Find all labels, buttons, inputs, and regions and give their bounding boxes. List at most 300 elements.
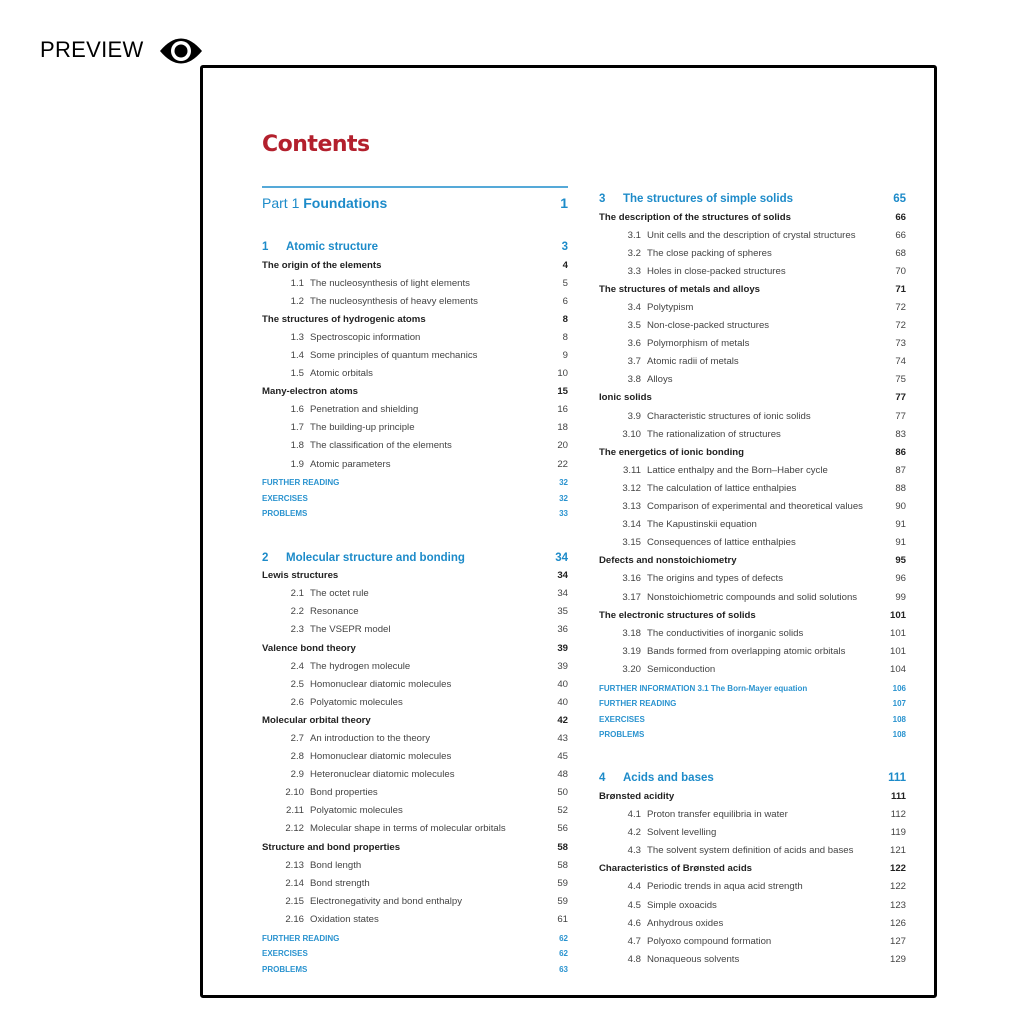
toc-extra[interactable] (262, 491, 568, 507)
toc-entry-label (262, 606, 359, 617)
toc-entry-number: 4.1 (627, 809, 641, 821)
toc-entry-page: 107 (892, 699, 906, 709)
toc-entry-page: 61 (557, 913, 568, 925)
toc-entry-label (262, 787, 378, 798)
toc-entry-label (599, 628, 803, 639)
toc-extra[interactable] (599, 711, 906, 727)
toc-entry-title: The nucleosynthesis of light elements (310, 277, 470, 289)
toc-entry-title: Simple oxoacids (647, 899, 717, 911)
toc-item[interactable] (599, 660, 906, 678)
toc-entry-title: Heteronuclear diatomic molecules (310, 769, 455, 781)
toc-entry-page: 39 (557, 642, 568, 654)
toc-entry-title: The solvent system definition of acids and bases (647, 845, 854, 857)
toc-entry-label (599, 699, 676, 708)
toc-entry-label (599, 573, 783, 584)
toc-entry-number: 1.4 (290, 350, 304, 362)
toc-item[interactable] (262, 693, 568, 711)
toc-entry-label (599, 465, 828, 476)
toc-entry-title: Resonance (310, 606, 359, 618)
toc-entry-label (262, 260, 381, 271)
toc-entry-number: 2.16 (285, 913, 304, 925)
toc-item[interactable] (262, 621, 568, 639)
toc-entry-page: 50 (557, 787, 568, 799)
toc-entry-number: 4.4 (627, 881, 641, 893)
toc-entry-number: 3.6 (627, 338, 641, 350)
toc-item[interactable] (262, 274, 568, 292)
toc-entry-label (262, 278, 470, 289)
toc-entry-label (599, 730, 644, 739)
toc-entry-title: The nucleosynthesis of heavy elements (310, 295, 478, 307)
toc-entry-label (599, 918, 723, 929)
toc-entry-page: 40 (557, 678, 568, 690)
toc-entry-page: 99 (895, 591, 906, 603)
toc-entry-label (262, 860, 361, 871)
toc-entry-page: 111 (888, 772, 906, 785)
toc-entry-page: 72 (895, 320, 906, 332)
toc-entry-number: 3.4 (627, 302, 641, 314)
toc-entry-page: 101 (889, 627, 906, 639)
toc-entry-number: 2.14 (285, 877, 304, 889)
toc-extra[interactable] (262, 946, 568, 962)
toc-entry-number: 4.3 (627, 845, 641, 857)
toc-entry-label (262, 733, 430, 744)
toc-extra[interactable] (599, 680, 906, 696)
toc-item[interactable] (262, 784, 568, 802)
toc-item[interactable] (262, 455, 568, 473)
toc-entry-label (262, 368, 373, 379)
toc-item[interactable] (599, 950, 906, 968)
toc-entry-page: 108 (892, 714, 906, 724)
toc-entry-title: Ionic solids (599, 392, 652, 404)
toc-item[interactable] (262, 910, 568, 928)
toc-chapter[interactable] (599, 769, 906, 787)
toc-entry-title: Homonuclear diatomic molecules (310, 751, 452, 763)
toc-section[interactable] (599, 443, 906, 461)
toc-entry-label (599, 374, 673, 385)
toc-entry-label (262, 934, 339, 943)
toc-entry-label (599, 447, 744, 458)
toc-entry-title: Valence bond theory (262, 642, 356, 654)
toc-item[interactable] (599, 570, 906, 588)
toc-entry-label (599, 646, 845, 657)
toc-item[interactable] (599, 842, 906, 860)
toc-entry-page: 39 (557, 660, 568, 672)
toc-item[interactable] (599, 914, 906, 932)
toc-entry-number: 3.8 (627, 374, 641, 386)
toc-entry-title: Polytypism (647, 302, 694, 314)
toc-item[interactable] (599, 588, 906, 606)
toc-section[interactable] (262, 310, 568, 328)
toc-entry-label (599, 193, 793, 205)
toc-entry-page: 73 (895, 338, 906, 350)
toc-entry-label (262, 624, 391, 635)
toc-entry-number: 3.9 (627, 410, 641, 422)
toc-entry-number: 3.5 (627, 320, 641, 332)
part-heading[interactable] (262, 188, 568, 218)
toc-entry-title: The close packing of spheres (647, 247, 772, 259)
toc-entry-number: 3.3 (627, 265, 641, 277)
toc-entry-page: 3 (561, 241, 568, 253)
toc-entry-label (599, 684, 807, 693)
toc-entry-page: 74 (895, 356, 906, 368)
toc-entry-page: 122 (889, 881, 906, 893)
toc-entry-number: 2.3 (290, 624, 304, 636)
toc-section[interactable] (262, 838, 568, 856)
toc-entry-label (262, 509, 307, 518)
toc-item[interactable] (599, 262, 906, 280)
toc-extra[interactable] (599, 727, 906, 743)
toc-entry-page: 40 (557, 696, 568, 708)
toc-item[interactable] (262, 292, 568, 310)
toc-entry-label (262, 332, 420, 343)
toc-section[interactable] (599, 787, 906, 805)
toc-entry-page: 63 (559, 964, 568, 974)
toc-entry-page: 101 (889, 645, 906, 657)
toc-extra[interactable] (262, 475, 568, 491)
toc-item[interactable] (599, 479, 906, 497)
toc-item[interactable] (599, 806, 906, 824)
toc-entry-title: Consequences of lattice enthalpies (647, 537, 796, 549)
toc-entry-number: 3.10 (622, 428, 641, 440)
toc-entry-title: The structures of hydrogenic atoms (262, 313, 426, 325)
toc-entry-page: 58 (557, 841, 568, 853)
toc-item[interactable] (599, 642, 906, 660)
toc-entry-title: PROBLEMS (262, 509, 308, 519)
toc-entry-page: 96 (895, 573, 906, 585)
toc-entry-label (599, 827, 716, 838)
part-name: Foundations (303, 195, 388, 211)
toc-item[interactable] (599, 407, 906, 425)
toc-entry-number: 1.6 (290, 404, 304, 416)
toc-entry-page: 15 (557, 386, 568, 398)
toc-item[interactable] (262, 328, 568, 346)
toc-entry-number: 3.19 (622, 645, 641, 657)
toc-item[interactable] (262, 419, 568, 437)
toc-entry-title: The electronic structures of solids (599, 609, 756, 621)
toc-right-column (599, 190, 906, 968)
toc-entry-title: Polyoxo compound formation (647, 935, 772, 947)
toc-entry-label (262, 896, 462, 907)
toc-entry-number: 1.3 (290, 331, 304, 343)
toc-entry-number: 2.15 (285, 895, 304, 907)
toc-item[interactable] (599, 244, 906, 262)
toc-entry-label (599, 356, 739, 367)
toc-item[interactable] (262, 346, 568, 364)
toc-entry-page: 9 (562, 350, 568, 362)
toc-entry-label (599, 483, 796, 494)
toc-entry-title: Atomic structure (286, 241, 379, 253)
toc-item[interactable] (262, 856, 568, 874)
toc-section[interactable] (262, 711, 568, 729)
toc-entry-number: 3.2 (627, 247, 641, 259)
toc-entry-title: Oxidation states (310, 913, 379, 925)
toc-entry-title: FURTHER INFORMATION 3.1 The Born-Mayer equation (599, 683, 808, 693)
toc-entry-title: Proton transfer equilibria in water (647, 809, 788, 821)
toc-entry-page: 106 (892, 683, 906, 693)
toc-entry-page: 91 (895, 519, 906, 531)
toc-section[interactable] (262, 567, 568, 585)
toc-entry-page: 112 (890, 809, 906, 821)
toc-entry-page: 42 (557, 714, 568, 726)
toc-entry-label (262, 422, 415, 433)
toc-entry-page: 59 (557, 895, 568, 907)
toc-entry-label (599, 212, 791, 223)
toc-extra[interactable] (599, 696, 906, 712)
toc-entry-label (262, 459, 391, 470)
toc-item[interactable] (599, 461, 906, 479)
toc-entry-label (262, 588, 369, 599)
toc-item[interactable] (599, 371, 906, 389)
toc-entry-title: Non-close-packed structures (647, 320, 770, 332)
toc-entry-label (599, 954, 739, 965)
toc-entry-title: Bond length (310, 859, 362, 871)
toc-left-column (262, 186, 568, 977)
toc-entry-page: 65 (893, 193, 906, 205)
toc-item[interactable] (599, 896, 906, 914)
toc-entry-page: 34 (555, 551, 568, 564)
toc-entry-label (599, 501, 863, 512)
toc-entry-page: 36 (557, 624, 568, 636)
toc-entry-title: The rationalization of structures (647, 428, 781, 440)
toc-extra[interactable] (262, 962, 568, 978)
toc-entry-number: 4.8 (627, 953, 641, 965)
toc-entry-number: 1.8 (290, 440, 304, 452)
toc-item[interactable] (262, 437, 568, 455)
toc-entry-label (262, 350, 477, 361)
toc-entry-title: Molecular orbital theory (262, 714, 371, 726)
toc-item[interactable] (599, 624, 906, 642)
toc-section[interactable] (599, 389, 906, 407)
toc-entry-title: The conductivities of inorganic solids (647, 627, 804, 639)
toc-entry-label (599, 845, 853, 856)
toc-entry-page: 111 (891, 790, 906, 802)
toc-entry-title: Unit cells and the description of crystal structures (647, 229, 856, 241)
toc-entry-title: The structures of metals and alloys (599, 283, 761, 295)
toc-item[interactable] (599, 516, 906, 534)
toc-entry-page: 77 (895, 410, 906, 422)
toc-entry-label (599, 392, 652, 403)
toc-entry-label (262, 661, 410, 672)
toc-entry-label (262, 823, 506, 834)
toc-entry-number: 4.6 (627, 917, 641, 929)
eye-icon[interactable] (158, 32, 204, 70)
toc-extra[interactable] (262, 931, 568, 947)
toc-entry-page: 8 (562, 313, 568, 325)
toc-entry-title: Brønsted acidity (599, 790, 675, 802)
toc-entry-title: PROBLEMS (599, 730, 645, 740)
toc-entry-title: Semiconduction (647, 663, 716, 675)
toc-item[interactable] (262, 401, 568, 419)
toc-entry-label (262, 494, 308, 503)
toc-entry-title: The building-up principle (310, 422, 415, 434)
toc-item[interactable] (599, 824, 906, 842)
toc-entry-number: 2 (262, 551, 269, 564)
toc-entry-label (599, 881, 803, 892)
toc-item[interactable] (599, 226, 906, 244)
toc-section[interactable] (262, 383, 568, 401)
toc-item[interactable] (262, 657, 568, 675)
toc-entry-title: Nonstoichiometric compounds and solid solutions (647, 591, 858, 603)
toc-item[interactable] (262, 365, 568, 383)
toc-entry-page: 77 (895, 392, 906, 404)
toc-entry-title: Bond strength (310, 877, 370, 889)
toc-entry-page: 33 (559, 509, 568, 519)
toc-section[interactable] (599, 606, 906, 624)
toc-entry-title: Many-electron atoms (262, 386, 358, 398)
toc-entry-title: Some principles of quantum mechanics (310, 350, 478, 362)
toc-entry-title: Anhydrous oxides (647, 917, 724, 929)
toc-entry-page: 86 (895, 446, 906, 458)
toc-item[interactable] (262, 892, 568, 910)
toc-entry-label (599, 248, 772, 259)
toc-entry-number: 3.12 (622, 482, 641, 494)
toc-entry-label (262, 314, 426, 325)
toc-item[interactable] (262, 675, 568, 693)
toc-entry-page: 34 (557, 570, 568, 582)
toc-chapter[interactable] (262, 238, 568, 256)
toc-chapter[interactable] (262, 549, 568, 567)
toc-extra[interactable] (262, 506, 568, 522)
toc-entry-title: Molecular structure and bonding (286, 551, 465, 564)
toc-entry-page: 126 (889, 917, 906, 929)
toc-entry-page: 91 (895, 537, 906, 549)
toc-entry-label (599, 900, 717, 911)
toc-section[interactable] (262, 256, 568, 274)
toc-entry-title: The energetics of ionic bonding (599, 446, 744, 458)
toc-entry-label (262, 570, 338, 581)
toc-entry-title: FURTHER READING (262, 478, 340, 488)
toc-item[interactable] (599, 298, 906, 316)
toc-entry-page: 59 (557, 877, 568, 889)
toc-entry-label (599, 302, 693, 313)
toc-entry-number: 1 (262, 241, 269, 253)
toc-entry-page: 95 (895, 555, 906, 567)
toc-entry-page: 108 (892, 730, 906, 740)
toc-entry-title: Solvent levelling (647, 827, 717, 839)
toc-entry-page: 87 (895, 464, 906, 476)
toc-entry-title: FURTHER READING (262, 933, 340, 943)
toc-entry-title: The structures of simple solids (623, 193, 793, 205)
toc-entry-title: Holes in close-packed structures (647, 265, 786, 277)
toc-entry-page: 83 (895, 428, 906, 440)
toc-entry-number: 2.4 (290, 660, 304, 672)
toc-entry-title: An introduction to the theory (310, 733, 430, 745)
toc-section[interactable] (599, 208, 906, 226)
toc-item[interactable] (262, 874, 568, 892)
toc-item[interactable] (262, 729, 568, 747)
toc-entry-title: EXERCISES (262, 949, 308, 959)
toc-item[interactable] (599, 425, 906, 443)
toc-chapter[interactable] (599, 190, 906, 208)
toc-section[interactable] (262, 639, 568, 657)
toc-entry-label (599, 284, 760, 295)
part-label: Part 1 (262, 195, 300, 211)
toc-entry-page: 4 (562, 259, 568, 271)
toc-entry-label (599, 338, 749, 349)
toc-item[interactable] (599, 932, 906, 950)
toc-item[interactable] (262, 603, 568, 621)
toc-entry-page: 52 (557, 805, 568, 817)
toc-section[interactable] (599, 860, 906, 878)
toc-item[interactable] (599, 353, 906, 371)
toc-item[interactable] (262, 585, 568, 603)
toc-entry-page: 104 (889, 663, 906, 675)
toc-entry-page: 43 (557, 733, 568, 745)
toc-entry-title: The origins and types of defects (647, 573, 783, 585)
toc-entry-label (262, 241, 378, 253)
toc-entry-page: 10 (557, 368, 568, 380)
toc-section[interactable] (599, 552, 906, 570)
toc-entry-title: Molecular shape in terms of molecular orbitals (310, 823, 506, 835)
toc-entry-title: Alloys (647, 374, 673, 386)
toc-entry-number: 2.2 (290, 606, 304, 618)
toc-entry-page: 35 (557, 606, 568, 618)
toc-entry-page: 62 (559, 933, 568, 943)
toc-item[interactable] (599, 534, 906, 552)
toc-item[interactable] (599, 335, 906, 353)
toc-entry-page: 18 (557, 422, 568, 434)
toc-entry-label (599, 519, 757, 530)
toc-entry-number: 3.18 (622, 627, 641, 639)
toc-entry-title: The calculation of lattice enthalpies (647, 482, 797, 494)
toc-entry-title: Defects and nonstoichiometry (599, 555, 737, 567)
toc-entry-label (262, 751, 451, 762)
toc-item[interactable] (262, 802, 568, 820)
toc-item[interactable] (599, 317, 906, 335)
toc-entry-title: PROBLEMS (262, 964, 308, 974)
toc-entry-page: 119 (890, 827, 906, 839)
toc-item[interactable] (599, 498, 906, 516)
toc-item[interactable] (262, 748, 568, 766)
toc-entry-number: 2.9 (290, 769, 304, 781)
toc-entry-title: Acids and bases (623, 772, 714, 785)
toc-item[interactable] (262, 766, 568, 784)
toc-entry-title: Bands formed from overlapping atomic orbitals (647, 645, 846, 657)
toc-list-right (599, 190, 906, 968)
toc-section[interactable] (599, 280, 906, 298)
page-title: Contents (262, 132, 370, 157)
toc-entry-page: 127 (889, 935, 906, 947)
toc-entry-title: Atomic orbitals (310, 368, 373, 380)
toc-entry-page: 16 (557, 404, 568, 416)
toc-entry-number: 2.13 (285, 859, 304, 871)
toc-entry-label (262, 805, 403, 816)
toc-entry-number: 2.6 (290, 696, 304, 708)
toc-entry-label (599, 411, 811, 422)
toc-entry-label (262, 478, 339, 487)
toc-entry-label (599, 230, 856, 241)
toc-entry-number: 2.10 (285, 787, 304, 799)
toc-entry-label (599, 715, 645, 724)
toc-entry-page: 66 (895, 211, 906, 223)
toc-entry-number: 1.5 (290, 368, 304, 380)
toc-entry-label (599, 791, 674, 802)
toc-entry-title: EXERCISES (599, 714, 645, 724)
toc-item[interactable] (599, 878, 906, 896)
toc-entry-title: Electronegativity and bond enthalpy (310, 895, 463, 907)
toc-entry-title: Polymorphism of metals (647, 338, 750, 350)
toc-entry-title: The Kapustinskii equation (647, 519, 757, 531)
toc-entry-page: 45 (557, 751, 568, 763)
toc-entry-label (262, 949, 308, 958)
toc-entry-number: 3.7 (627, 356, 641, 368)
toc-entry-page: 68 (895, 247, 906, 259)
toc-entry-page: 32 (559, 493, 568, 503)
toc-entry-label (599, 610, 756, 621)
toc-entry-title: Polyatomic molecules (310, 805, 403, 817)
toc-item[interactable] (262, 820, 568, 838)
toc-entry-label (599, 863, 752, 874)
